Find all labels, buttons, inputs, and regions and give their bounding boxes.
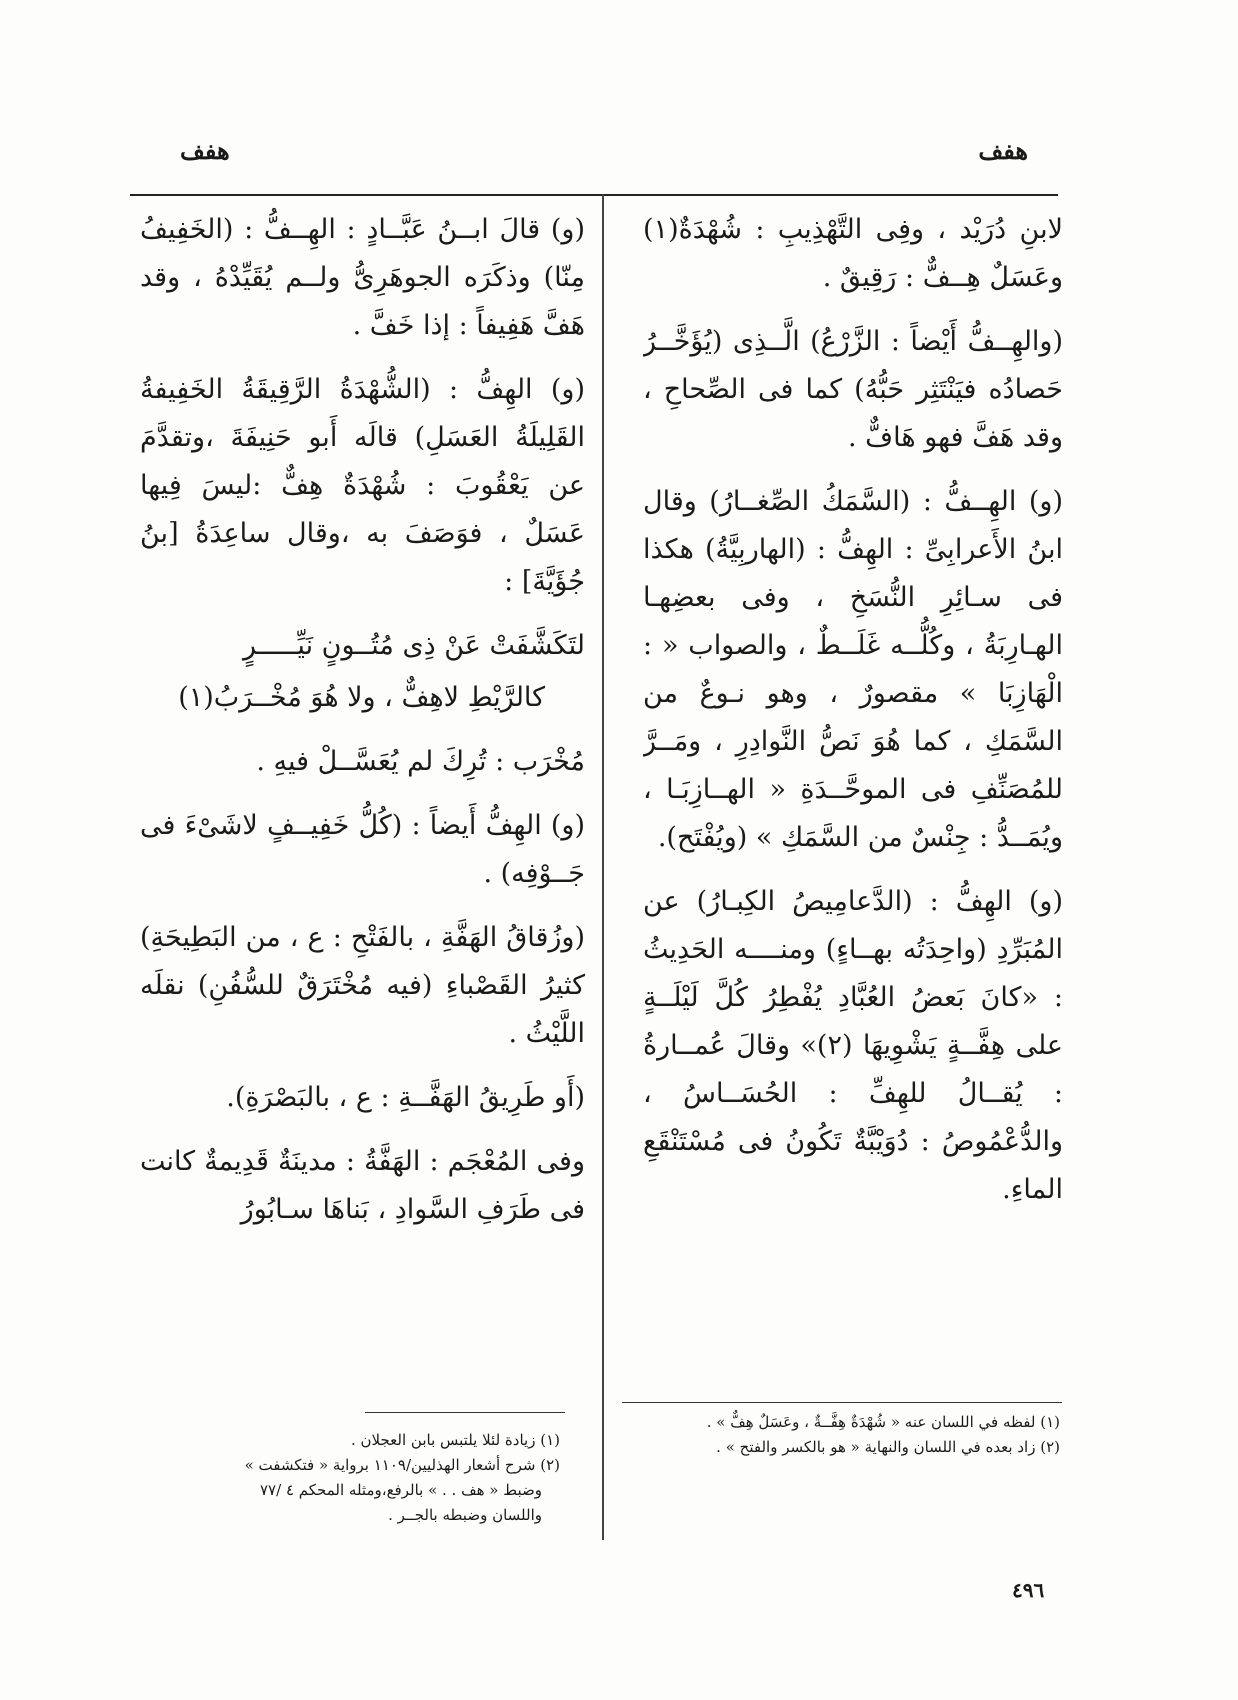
right-column <box>643 206 1063 1396</box>
footnote-rule-right <box>622 1402 1062 1403</box>
paragraph: (و) الهِــفُّ : (السَّمَكُ الصِّغــارُ) وقال ابنُ الأَعرابِىِّ : الهِفُّ : (الهاربِيَّةُ) هكذا فى سـائِرِ النُّسَخِ ، وفى بعضِهـا الهـارِبَةُ ، وكُلُّــه غَلَــطٌ ، والصواب « : الْهَازِبَا » مقصورٌ ، وهو نـوعٌ من السَّمَكِ ، كما هُوَ نَصُّ النَّوادِرِ ، ومَــرَّ للمُصَنِّفِ فى الموحَّــدَةِ « الهــازِبَـا ، ويُمَــدُّ : جِنْسٌ من السَّمَكِ » (ويُفْتَح). <box>643 486 1063 853</box>
paragraph: (وزُقاقُ الهَفَّةِ ، بالفَتْحِ : ع ، من البَطِيحَةِ) كثيرُ القَصْباءِ (فيه مُخْتَرَقٌ للسُّفُنِ) نقلَه اللَّيْثُ . <box>140 922 585 1049</box>
column-divider <box>602 194 604 1540</box>
header-rule <box>130 194 1058 196</box>
footnote: (٢) شرح أشعار الهذليين/١١٠٩ برواية « فتكشفت » <box>244 1456 560 1474</box>
page-header-left: هفف <box>180 136 230 165</box>
footnote-rule-left <box>365 1412 565 1413</box>
paragraph: (أَو طَرِيقُ الهَفَّــةِ : ع ، بالبَصْرَةِ). <box>226 1082 585 1113</box>
paragraph: (والهِــفُّ أَيْضاً : الزَّرْعُ) الَّــذِى (يُؤَخَّــرُ حَصادُه فيَنْتَثِر حَبُّهُ) كما فى الصِّحاحِ ، وقد هَفَّ فهو هَافٌّ . <box>643 326 1063 453</box>
left-column <box>140 206 585 1396</box>
footnote-continuation: وضبط « هف . . » بالرفع،ومثله المحكم ٤ /٧٧ <box>260 1481 542 1499</box>
verse-line: كالرَّيْطِ لاهِفٌّ ، ولا هُوَ مُخْــرَبُ(١) <box>178 682 545 713</box>
left-footnotes <box>140 1428 560 1528</box>
verse-line: لتَكَشَّفَتْ عَنْ ذِى مُتُــونٍ نَيِّـــــرٍ <box>242 630 585 661</box>
footnote: (١) زيادة لئلا يلتبس بابن العجلان . <box>350 1431 560 1449</box>
paragraph: وفى المُعْجَم : الهَفَّةُ : مدينَةٌ قَدِيمةٌ كانت فى طَرَفِ السَّوادِ ، بَناهَا سـابُورُ <box>140 1146 585 1225</box>
paragraph: (و) الهِفُّ : (الشُّهْدَةُ الرَّقِيقَةُ الخَفِيفةُ القَلِيلَةُ العَسَلِ) قالَه أَبو حَنِيفَةَ ،وتقدَّمَ عن يَعْقُوبَ : شُهْدَةٌ هِفٌّ :ليسَ فِيها عَسَلٌ ، فوَصَفَ به ،وقال ساعِدَةُ [بنُ جُؤَيَّةَ] : <box>140 374 585 597</box>
page-header-right: هفف <box>978 136 1028 165</box>
paragraph: (و) الهِفُّ أَيضاً : (كُلُّ خَفِيــفٍ لاشَىْءَ فى جَــوْفِه) . <box>140 810 585 889</box>
footnote: (٢) زاد بعده في اللسان والنهاية « هو بالكسر والفتح » . <box>716 1438 1060 1456</box>
paragraph: لابنِ دُرَيْد ، وفِى التَّهْذِيبِ : شُهْدَةٌ(١) وعَسَلٌ هِــفٌّ : رَقِيقٌ . <box>643 214 1063 293</box>
footnote: (١) لفظه في اللسان عنه « شُهْدَةٌ هِفَّــةٌ ، وعَسَلٌ هِفٌّ » . <box>706 1413 1060 1431</box>
footnote-continuation: واللسان وضبطه بالجــر . <box>388 1506 542 1524</box>
paragraph: مُخْرَب : تُرِكَ لم يُعَسَّــلْ فيهِ . <box>256 746 585 777</box>
page-number: ٤٩٦ <box>1012 1578 1045 1602</box>
paragraph: (و) قالَ ابــنُ عَبَّــادٍ : الهِــفُّ : (الخَفِيفُ مِنّا) وذكَرَه الجوهَرِىُّ ولــم يُقَيِّدْهُ ، وقد هَفَّ هَفِيفاً : إذا خَفَّ . <box>140 214 585 341</box>
right-footnotes <box>620 1410 1060 1460</box>
paragraph: (و) الهِفُّ : (الدَّعامِيصُ الكِبـارُ) عن المُبَرِّدِ (واحِدَتُه بهــاءٍ) ومنــــه الحَدِيثُ : «كانَ بَعضُ العُبَّادِ يُفْطِرُ كُلَّ لَيْلَــةٍ على هِفَّــةٍ يَشْوِيهَا (٢)» وقالَ عُمــارةُ : يُقــالُ للهِفِّ : الحُسَــاسُ ، والدُّعْمُوصُ : دُوَيْبَّةٌ تَكُونُ فى مُسْتَنْقَعِ الماءِ. <box>643 886 1063 1205</box>
